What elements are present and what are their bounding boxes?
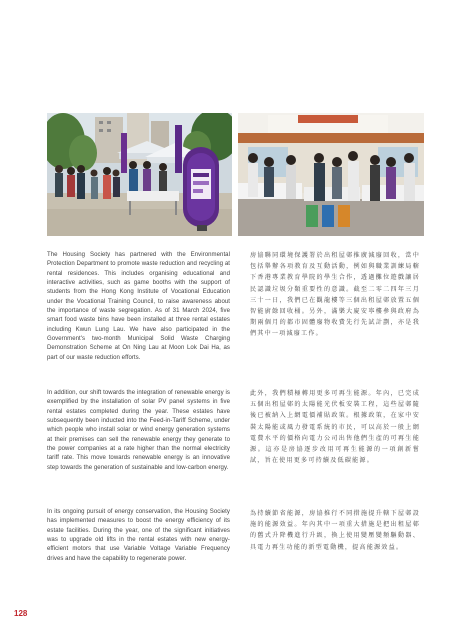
chinese-paragraph-2: 此外，我們積極轉用更多可再生能源。年內，已完成五個出租屋邨的太陽能光伏板安裝工程，這些屋邨隨後已被納入上網電價補貼政策。根據政策，在家中安裝太陽能或風力發電系統的市民，可以高於一般上網電費水平的價格向電力公司出售他們生產的可再生能源。這亦是房協逐步改用可再生能源的一項創新嘗試，旨在使用更多可持續及低碳能源。 bbox=[250, 390, 420, 465]
chinese-paragraph-1: 房協聯同環境保護署於出租屋邨推廣減廢回收，當中包括舉辦各項教育及互動活動，例如與職業訓練局轄下香港專業教育學院的學生合作，透過攤位遊戲讓居民認識垃圾分類重要性的意識。截至二零二四年三月三十一日，我們已在觀龍樓等三個出租屋邨放置五個智能廚餘回收桶。另外，滿樂大廈安寧樓參與政府為期兩個月的都市固體廢物收費先行先試計劃，亦是我們其中一項減廢工作。 bbox=[250, 252, 420, 338]
page-number: 128 bbox=[14, 609, 28, 618]
chinese-paragraph-3: 為持續節省能源，房協推行不同措施提升轄下屋邨設施的能源效益。年內其中一項重大措施是把出租屋邨的舊式升降機進行升級，換上使用變壓變頻驅動器、具電力再生功能的新型電動機，提高能源效益。 bbox=[250, 510, 420, 551]
photo-indoor-activity bbox=[238, 113, 424, 236]
photo-game-booth bbox=[47, 113, 232, 236]
english-paragraph-3: In its ongoing pursuit of energy conservation, the Housing Society has implemented measures to boost the energy efficiency of its estate facilities. During the year, one of the significant initiatives was to upgrade old lifts in the rental estates with new energy-efficient motors that use Variable Voltage Variable Frequency drives and have the capability to regenerate power. bbox=[47, 509, 230, 562]
english-paragraph-2: In addition, our shift towards the integration of renewable energy is exemplified by the installation of solar PV panel systems in five rental estates completed during the year. These estates have subsequently been inducted into the Feed-in-Tariff Scheme, under which people who install solar or wind energy generation systems at their premises can sell the renewable energy they generate to the power companies at a rate higher than the normal electricity tariff rate. This move towards renewable energy is an innovative step towards the generation of sustainable and low-carbon energy. bbox=[47, 390, 230, 471]
english-paragraph-1: The Housing Society has partnered with the Environmental Protection Department to promote waste reduction and recycling at rental residences. This includes organising educational and interactive activities, such as game booths with the support of students from the Hong Kong Institute of Vocational Education under the Vocational Training Council, to raise awareness about the importance of waste segregation. As of 31 March 2024, five smart food waste bins have been installed at three rental estates including Kwun Lung Lau. We have also participated in the Government's two-month Municipal Solid Waste Charging Demonstration Scheme at On Ning Lau at Moon Lok Dai Ha, as part of our waste reduction efforts. bbox=[47, 252, 230, 361]
